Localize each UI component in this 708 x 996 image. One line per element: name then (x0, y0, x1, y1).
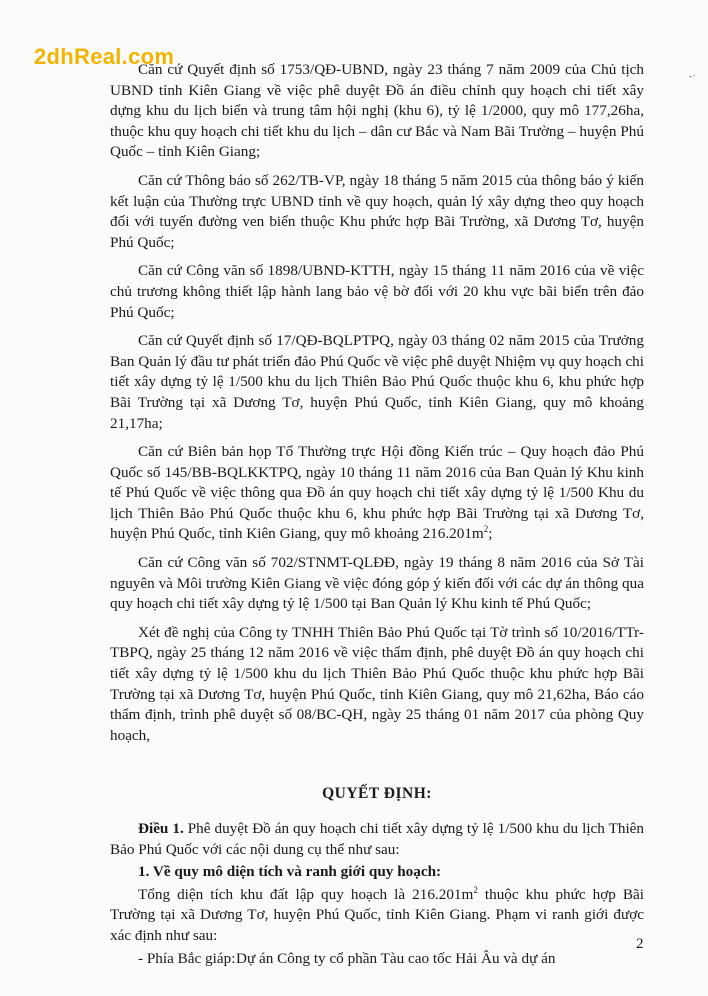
area-text-a: Tổng diện tích khu đất lập quy hoạch là 216.201m (138, 885, 474, 903)
article-1 (110, 819, 644, 860)
paragraph-letter-1898: Căn cứ Công văn số 1898/UBND-KTTH, ngày 15 tháng 11 năm 2016 của về việc chủ trương không thiết lập hành lang bảo vệ bờ đối với 20 khu vực bãi biển trên đảo Phú Quốc; (110, 262, 644, 321)
boundary-north (110, 949, 644, 970)
paragraph-minutes-145-tail: ; (488, 525, 493, 543)
paragraph-minutes-145 (110, 442, 644, 545)
section-1-title: 1. Về quy mô diện tích và ranh giới quy hoạch: (138, 863, 442, 881)
decision-heading: QUYẾT ĐỊNH: (322, 785, 432, 803)
area-paragraph (110, 885, 644, 947)
paragraph-proposal: Xét đề nghị của Công ty TNHH Thiên Bảo Phú Quốc tại Tờ trình số 10/2016/TTr-TBPQ, ngày 25 tháng 12 năm 2016 về việc thẩm định, phê duyệt Đồ án quy hoạch chi tiết xây dựng tỷ lệ 1/500 khu du lịch Thiên Bảo Phú Quốc thuộc khu phức hợp Bãi Trường tại xã Dương Tơ, huyện Phú Quốc, tỉnh Kiên Giang, quy mô 21,62ha, Báo cáo thẩm định, trình phê duyệt số 08/BC-QH, ngày 25 tháng 01 năm 2017 của phòng Quy hoạch, (110, 623, 644, 744)
paragraph-minutes-145-text: Căn cứ Biên bản họp Tổ Thường trực Hội đồng Kiến trúc – Quy hoạch đảo Phú Quốc số 145/BB-BQLKKTPQ, ngày 10 tháng 11 năm 2016 của Ban Quản lý Khu kinh tế Phú Quốc về việc thông qua Đồ án quy hoạch chi tiết xây dựng tỷ lệ 1/500 Khu du lịch Thiên Bảo Phú Quốc thuộc khu 6, khu phức hợp Bãi Trường tại xã Dương Tơ, huyện Phú Quốc, tỉnh Kiên Giang, quy mô khoảng 216.201m (110, 443, 644, 543)
scan-mark: -· (688, 70, 696, 82)
watermark-logo: 2dhReal.com (34, 44, 175, 69)
boundary-north-label: - Phía Bắc giáp: (138, 949, 236, 967)
paragraph-notice-262: Căn cứ Thông báo số 262/TB-VP, ngày 18 tháng 5 năm 2015 của thông báo ý kiến kết luận của Thường trực UBND tỉnh về quy hoạch, quản lý xây dựng theo quy hoạch đối với tuyến đường ven biển thuộc Khu phức hợp Bãi Trường, xã Dương Tơ, huyện Phú Quốc; (110, 171, 644, 251)
boundary-north-text: Dự án Công ty cổ phần Tàu cao tốc Hải Âu và dự án (236, 949, 556, 967)
superscript-2: 2 (483, 524, 489, 535)
paragraph-decision-1753: Căn cứ Quyết định số 1753/QĐ-UBND, ngày 23 tháng 7 năm 2009 của Chủ tịch UBND tỉnh Kiên Giang về việc phê duyệt Đồ án điều chỉnh quy hoạch chi tiết xây dựng khu du lịch biển và trung tâm hội nghị (khu 6), tỷ lệ 1/2000, quy mô 177,26ha, thuộc khu quy hoạch chi tiết khu du lịch – dân cư Bắc và Nam Bãi Trường – huyện Phú Quốc – tỉnh Kiên Giang; (110, 61, 644, 161)
article-1-text: Phê duyệt Đồ án quy hoạch chi tiết xây dựng tỷ lệ 1/500 khu du lịch Thiên Bảo Phú Quốc với các nội dung cụ thể như sau: (110, 820, 645, 858)
area-text-b: thuộc khu phức hợp Bãi Trường tại xã Dương Tơ, huyện Phú Quốc, tỉnh Kiên Giang. Phạm vi ranh giới được xác định như sau: (110, 885, 644, 944)
article-1-label: Điều 1. (138, 820, 184, 837)
document-body (110, 60, 644, 969)
paragraph-letter-702: Căn cứ Công văn số 702/STNMT-QLĐĐ, ngày 19 tháng 8 năm 2016 của Sở Tài nguyên và Môi trường Kiên Giang về việc đóng góp ý kiến đối với các dự án thông qua quy hoạch chi tiết xây dựng tỷ lệ 1/500 tại Ban Quản lý Khu kinh tế Phú Quốc; (110, 554, 644, 613)
superscript-2-area: 2 (473, 884, 478, 895)
page-number: 2 (636, 936, 644, 952)
paragraph-decision-17: Căn cứ Quyết định số 17/QĐ-BQLPTPQ, ngày 03 tháng 02 năm 2015 của Trưởng Ban Quản lý đầu tư phát triển đảo Phú Quốc về việc phê duyệt Nhiệm vụ quy hoạch chi tiết xây dựng tỷ lệ 1/500 khu du lịch Thiên Bảo Phú Quốc thuộc khu 6, khu phức hợp Bãi Trường tại xã Dương Tơ, huyện Phú Quốc, tỉnh Kiên Giang, quy mô khoảng 21,17ha; (110, 332, 644, 432)
